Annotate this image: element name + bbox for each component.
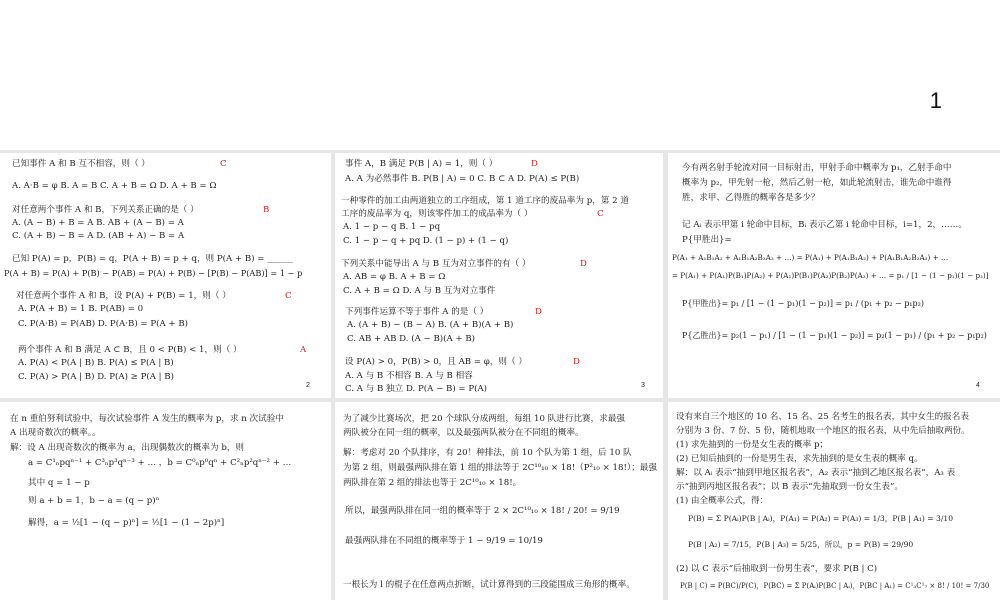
- option-line: C. A + B = Ω D. A 与 B 互为对立事件: [343, 286, 496, 296]
- question-line: 工序的废品率为 q，则该零件加工的成品率为（ ）: [341, 209, 533, 219]
- option-line: A. A 为必然事件 B. P(B | A) = 0 C. B ⊂ A D. P(A) ≤ P(B): [345, 174, 580, 184]
- problem-line: 胜，求甲、乙得胜的概率各是多少？: [682, 193, 820, 203]
- formula-line: a = C¹ₙpqⁿ⁻¹ + C³ₙp³qⁿ⁻³ + … ，b = C⁰ₙp⁰qⁿ + C²ₙp²qⁿ⁻² + …: [28, 458, 292, 468]
- option-line: C. 1 − p − q + pq D. (1 − p) + (1 − q): [343, 236, 509, 246]
- solution-line: P(A + B) = P(A) + P(B) − P(AB) = P(A) + P(B) − [P(B) − P(AB)] = 1 − p: [4, 268, 303, 278]
- solution-line: 解：以 Aᵢ 表示“抽到甲地区报名表”，A₂ 表示“抽到乙地区报名表”，A₃ 表: [676, 468, 956, 478]
- solution-line: P{甲胜出}=: [682, 235, 732, 245]
- option-line: A. (A + B) − (B − A) B. (A + B)(A + B): [347, 320, 514, 330]
- formula-line: 最强两队排在不同组的概率等于 1 − 9/19 = 10/19: [345, 536, 543, 546]
- formula-line: 解得，a = ½[1 − (q − p)ⁿ] = ½[1 − (1 − 2p)ⁿ]: [28, 518, 225, 528]
- option-line: A. 1 − p − q B. 1 − pq: [343, 222, 441, 232]
- problem-line: 设有来自三个地区的 10 名、15 名、25 名考生的报名表，其中女生的报名表: [676, 412, 969, 422]
- question-line: 下列关系中能导出 A 与 B 互为对立事件的有（ ）: [341, 259, 531, 269]
- formula-line: P(B | C) = P(BC)/P(C)，P(BC) = Σ P(Aᵢ)P(BC | Aᵢ)，P(BC | A₁) = C¹₃C¹₇ × 8! / 10! = 7/30: [680, 582, 990, 590]
- answer-mark: D: [531, 159, 538, 169]
- page-number: 2: [306, 382, 310, 389]
- question-line: 一种零件的加工由两道独立的工序组成，第 1 道工序的废品率为 p，第 2 道: [341, 196, 629, 206]
- formula-line: P(B) = Σ P(Aᵢ)P(B | Aᵢ)，P(A₁) = P(A₂) = P(A₃) = 1/3，P(B | A₁) = 3/10: [688, 514, 954, 523]
- option-line: A. P(A + B) = 1 B. P(AB) = 0: [18, 304, 144, 314]
- option-line: A. AB = φ B. A + B = Ω: [343, 272, 446, 282]
- answer-mark: C: [285, 291, 292, 301]
- option-line: A. A 与 B 不相容 B. A 与 B 相容: [345, 371, 473, 381]
- slide-2: [0, 153, 331, 398]
- formula-line: P(B | A₂) = 7/15，P(B | A₃) = 5/25，所以，p = P(B) = 29/90: [688, 540, 914, 549]
- question-line: 对任意两个事件 A 和 B，设 P(A) + P(B) = 1，则（ ）: [16, 291, 231, 301]
- page-number: 4: [976, 382, 980, 389]
- formula-line: 其中 q = 1 − p: [28, 478, 90, 488]
- problem-line: 今有两名射手轮流对同一目标射击，甲射手命中概率为 p₁，乙射手命中: [682, 163, 952, 173]
- answer-mark: C: [220, 159, 227, 169]
- answer-mark: D: [580, 259, 587, 269]
- page-number: 1: [929, 88, 942, 113]
- slide-5: [0, 402, 331, 600]
- solution-line: 为第 2 组，则最强两队排在第 1 组的排法等于 2C¹⁰₁₀ × 18!（P²₁₀ × 18!）；最强: [343, 463, 657, 473]
- option-line: A. A·B = φ B. A = B C. A + B = Ω D. A + B = Ω: [12, 181, 217, 191]
- problem-line: A 出现奇数次的概率。。: [10, 428, 101, 438]
- question-line: 已知事件 A 和 B 互不相容，则（ ）: [12, 159, 150, 169]
- answer-mark: A: [300, 345, 307, 355]
- question-line: 两个事件 A 和 B 满足 A ⊂ B，且 0 < P(B) < 1，则（ ）: [18, 345, 242, 355]
- problem-line: 概率为 p₂，甲先射一枪，然后乙射一枪，如此轮流射击，谁先命中谁得: [682, 178, 952, 188]
- question-line: 已知 P(A) = p，P(B) = q，P(A + B) = p + q，则 P(A + B) = ______: [12, 254, 293, 264]
- option-line: A. (A − B) + B = A B. AB + (A − B) = A: [12, 218, 184, 228]
- slide-7: [668, 402, 1000, 600]
- question-line: 设 P(A) > 0，P(B) > 0，且 AB = φ，则（ ）: [345, 357, 527, 367]
- answer-mark: C: [597, 209, 604, 219]
- option-line: C. AB + AB D. (A − B)(A + B): [347, 334, 475, 344]
- solution-line: 示“抽到丙地区报名表”；以 B 表示“先抽取到一份女生表”。: [676, 482, 904, 492]
- option-line: C. A 与 B 独立 D. P(A − B) = P(A): [345, 384, 488, 394]
- solution-line: (2) 以 C 表示“后抽取到一份男生表”，要求 P(B | C): [676, 564, 878, 574]
- problem-line: 两队被分在同一组的概率，以及最强两队被分在不同组的概率。: [343, 428, 584, 438]
- slide-3: [335, 153, 663, 398]
- solution-line: 解：考虑对 20 个队排序，有 20！种排法，前 10 个队为第 1 组，后 10 队: [343, 448, 632, 458]
- formula-line: P{甲胜出}= p₁ / [1 − (1 − p₁)(1 − p₂)] = p₁ / (p₁ + p₂ − p₁p₂): [682, 299, 924, 308]
- slide-6: [335, 402, 663, 600]
- problem-line: (2) 已知后抽到的一份是男生表，求先抽到的是女生表的概率 q。: [676, 454, 923, 464]
- option-line: C. (A + B) − B = A D. (AB + A) − B = A: [12, 231, 185, 241]
- formula-line: = P(A₁) + P(A₁)P(B₁)P(A₂) + P(A₁)P(B₁)P(A₂)P(B₂)P(A₃) + … = p₁ / [1 − (1 − p₁)(1 − p₂)]: [672, 271, 989, 280]
- option-line: C. P(A) > P(A | B) D. P(A) ≥ P(A | B): [18, 372, 174, 382]
- problem-line: 为了减少比赛场次，把 20 个球队分成两组，每组 10 队进行比赛，求最强: [343, 414, 626, 424]
- answer-mark: D: [535, 307, 542, 317]
- formula-line: P(A₁ + A₁B₁A₂ + A₁B₁A₂B₂A₃ + …) = P(A₁) + P(A₁B₁A₂) + P(A₁B₁A₂B₂A₃) + …: [672, 253, 949, 262]
- option-line: C. P(A·B) = P(AB) D. P(A·B) = P(A + B): [18, 319, 189, 329]
- formula-line: P{乙胜出}= p₂(1 − p₁) / [1 − (1 − p₁)(1 − p₂)] = p₂(1 − p₁) / (p₁ + p₂ − p₁p₂): [682, 331, 987, 340]
- formula-line: 所以，最强两队排在同一组的概率等于 2 × 2C¹⁰₁₀ × 18! / 20! = 9/19: [345, 506, 620, 516]
- option-line: A. P(A) < P(A | B) B. P(A) ≤ P(A | B): [18, 358, 174, 368]
- problem-line: 分别为 3 份、7 份、5 份，随机地取一个地区的报名表，从中先后抽取两份。: [676, 426, 970, 436]
- page-number: 3: [641, 382, 645, 389]
- answer-mark: D: [573, 357, 580, 367]
- solution-line: (1) 由全概率公式，得：: [676, 496, 769, 506]
- solution-line: 解：设 A 出现奇数次的概率为 a，出现偶数次的概率为 b，则: [10, 443, 245, 453]
- problem-line: 一根长为 l 的棍子在任意两点折断，试计算得到的三段能围成三角形的概率。: [343, 580, 635, 590]
- slide-1: [0, 0, 1000, 150]
- problem-line: 在 n 重伯努利试验中，每次试验事件 A 发生的概率为 p，求 n 次试验中: [10, 414, 284, 424]
- question-line: 对任意两个事件 A 和 B，下列关系正确的是（ ）: [12, 205, 199, 215]
- formula-line: 则 a + b = 1，b − a = (q − p)ⁿ: [28, 496, 160, 506]
- answer-mark: B: [263, 205, 270, 215]
- solution-line: 两队排在第 2 组的排法也等于 2C¹⁰₁₀ × 18!。: [343, 478, 522, 488]
- solution-line: 记 Aᵢ 表示甲第 i 轮命中目标，Bᵢ 表示乙第 i 轮命中目标，i=1，2，……。: [682, 220, 967, 230]
- question-line: 下列事件运算不等于事件 A 的是（ ）: [345, 307, 489, 317]
- question-line: 事件 A，B 满足 P(B | A) = 1，则（ ）: [345, 159, 498, 169]
- problem-line: (1) 求先抽到的一份是女生表的概率 p；: [676, 440, 829, 450]
- slide-4: [668, 153, 1000, 398]
